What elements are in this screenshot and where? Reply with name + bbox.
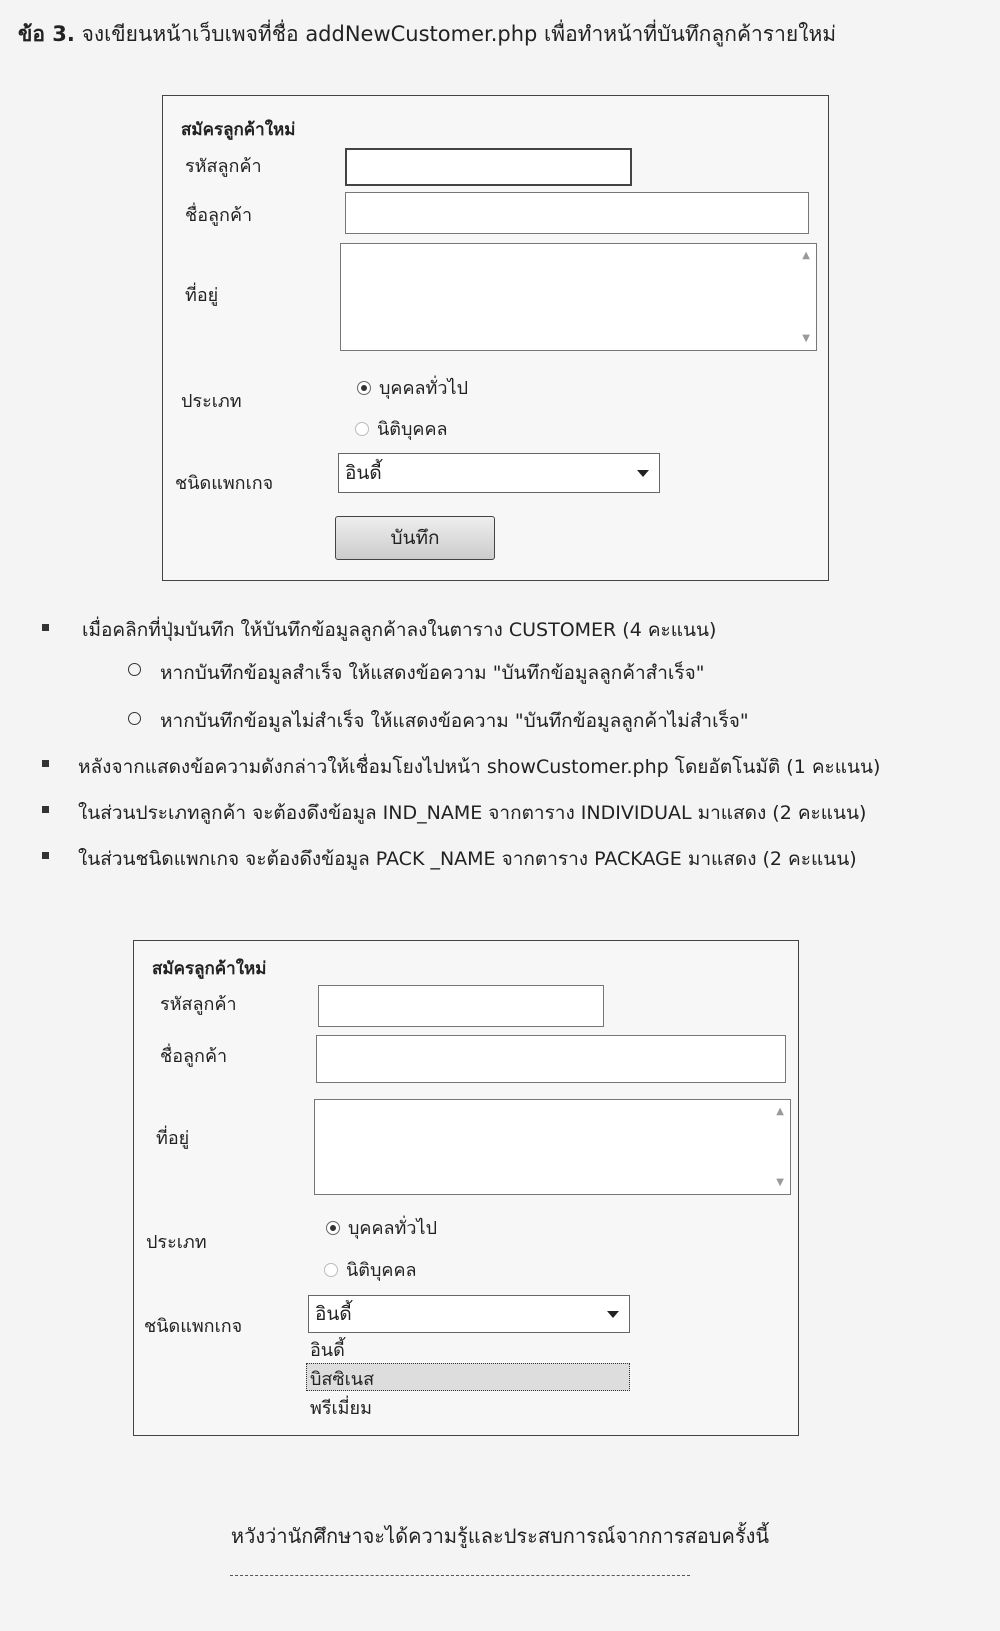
requirement-1-sub-2: หากบันทึกข้อมูลไม่สำเร็จ ให้แสดงข้อความ "บันทึกข้อมูลลูกค้าไม่สำเร็จ" [160,710,749,732]
dropdown-option-highlighted[interactable]: บิสซิเนส [306,1363,630,1391]
bullet-icon [42,624,49,631]
radio-juristic[interactable] [324,1255,417,1284]
radio-checked-icon[interactable] [357,381,371,395]
package-selected-value: อินดี้ [315,1303,352,1325]
question-number: ข้อ 3. [18,22,75,46]
label-type: ประเภท [181,391,242,412]
label-type: ประเภท [146,1232,207,1253]
label-customer-name: ชื่อลูกค้า [160,1046,228,1067]
requirement-3: ในส่วนประเภทลูกค้า จะต้องดึงข้อมูล IND_NAME จากตาราง INDIVIDUAL มาแสดง (2 คะแนน) [78,802,867,824]
label-customer-id: รหัสลูกค้า [185,156,262,177]
dropdown-option[interactable]: พรีเมี่ยม [310,1398,372,1419]
label-customer-id: รหัสลูกค้า [160,994,237,1015]
requirement-4: ในส่วนชนิดแพกเกจ จะต้องดึงข้อมูล PACK _NAME จากตาราง PACKAGE มาแสดง (2 คะแนน) [78,848,857,870]
circle-bullet-icon [128,712,141,725]
form-mockup-2 [133,940,799,1436]
radio-label: บุคคลทั่วไป [379,378,468,399]
radio-juristic[interactable] [355,414,448,443]
radio-individual[interactable] [357,373,468,402]
requirement-2: หลังจากแสดงข้อความดังกล่าวให้เชื่อมโยงไปหน้า showCustomer.php โดยอัตโนมัติ (1 คะแนน) [78,756,881,778]
question-heading [18,18,836,51]
dashed-divider [230,1575,690,1576]
radio-unchecked-icon[interactable] [355,422,369,436]
label-package: ชนิดแพกเกจ [144,1316,243,1337]
closing-message: หวังว่านักศึกษาจะได้ความรู้และประสบการณ์จากการสอบครั้งนี้ [230,1524,770,1548]
label-package: ชนิดแพกเกจ [175,473,274,494]
customer-name-input[interactable] [345,192,809,234]
radio-individual[interactable] [326,1213,437,1242]
bullet-icon [42,806,49,813]
bullet-icon [42,760,49,767]
chevron-down-icon [637,470,649,477]
bullet-icon [42,852,49,859]
customer-id-input[interactable] [318,985,604,1027]
radio-label: บุคคลทั่วไป [348,1218,437,1239]
scroll-up-icon[interactable]: ▲ [776,1106,784,1117]
form-title: สมัครลูกค้าใหม่ [152,959,267,979]
scroll-up-icon[interactable]: ▲ [802,250,810,261]
dropdown-option[interactable]: อินดี้ [310,1340,345,1361]
address-textarea[interactable] [314,1099,791,1195]
circle-bullet-icon [128,663,141,676]
radio-unchecked-icon[interactable] [324,1263,338,1277]
package-select[interactable] [338,453,660,493]
package-select[interactable] [308,1295,630,1333]
requirement-1: เมื่อคลิกที่ปุ่มบันทึก ให้บันทึกข้อมูลลูกค้าลงในตาราง CUSTOMER (4 คะแนน) [82,619,717,641]
requirement-1-sub-1: หากบันทึกข้อมูลสำเร็จ ให้แสดงข้อความ "บันทึกข้อมูลลูกค้าสำเร็จ" [160,662,705,684]
form-title: สมัครลูกค้าใหม่ [181,120,296,140]
question-text: จงเขียนหน้าเว็บเพจที่ชื่อ addNewCustomer.php เพื่อทำหน้าที่บันทึกลูกค้ารายใหม่ [81,22,837,46]
customer-name-input[interactable] [316,1035,786,1083]
save-button[interactable]: บันทึก [335,516,495,560]
customer-id-input[interactable] [345,148,632,186]
form-mockup-1 [162,95,829,581]
address-textarea[interactable] [340,243,817,351]
label-address: ที่อยู่ [185,285,219,306]
chevron-down-icon [607,1311,619,1318]
radio-checked-icon[interactable] [326,1221,340,1235]
radio-label: นิติบุคคล [377,419,448,440]
scroll-down-icon[interactable]: ▼ [802,333,810,344]
radio-label: นิติบุคคล [346,1260,417,1281]
label-customer-name: ชื่อลูกค้า [185,205,253,226]
package-selected-value: อินดี้ [345,462,382,484]
scroll-down-icon[interactable]: ▼ [776,1177,784,1188]
label-address: ที่อยู่ [156,1128,190,1149]
